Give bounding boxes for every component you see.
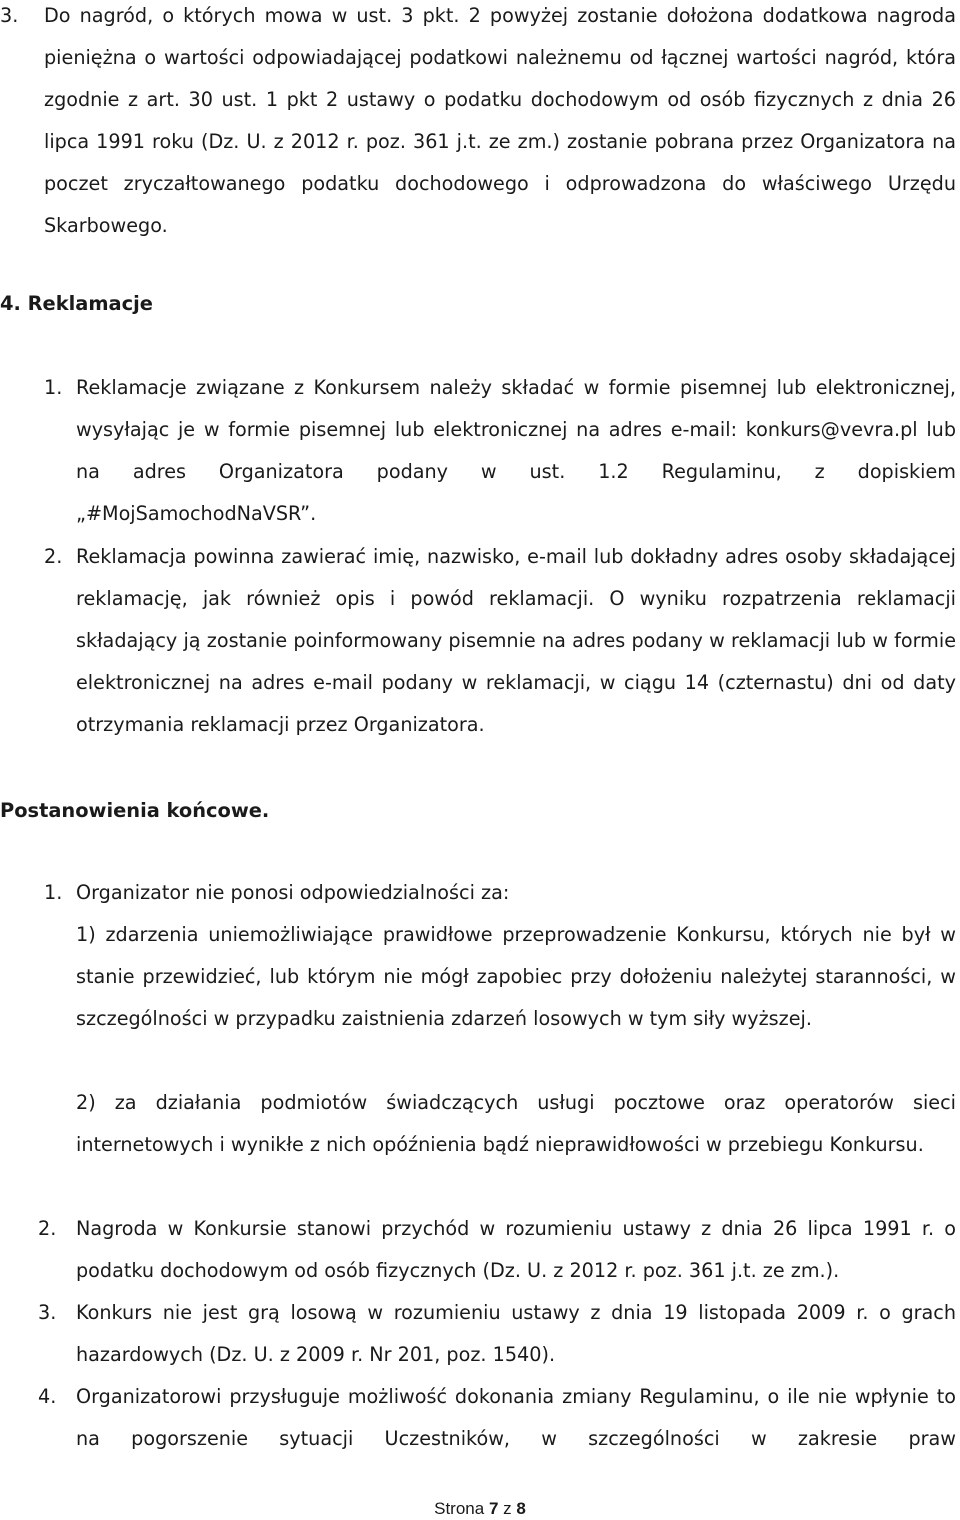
item-number: 1.: [44, 376, 63, 399]
item-number: 2.: [38, 1217, 57, 1240]
paragraph-prize-income: Nagroda w Konkursie stanowi przychód w rozumieniu ustawy z dnia 26 lipca 1991 r. o podatku dochodowym od osób fizycznych (Dz. U. z 2012 r. poz. 361 j.t. ze zm.).: [76, 1217, 956, 1282]
item-number: 3.: [0, 4, 19, 27]
paragraph-prize-tax: Do nagród, o których mowa w ust. 3 pkt. 2 powyżej zostanie dołożona dodatkowa nagroda pieniężna o wartości odpowiadającej podatkowi należnemu od łącznej wartości nagród, która zgodnie z art. 30 ust. 1 pkt 2 ustawy o podatku dochodowym od osób fizycznych z dnia 26 lipca 1991 roku (Dz. U. z 2012 r. poz. 361 j.t. ze zm.) zostanie pobrana przez Organizatora na poczet zryczałtowanego podatku dochodowego i odprowadzona do właściwego Urzędu Skarbowego.: [44, 4, 956, 237]
paragraph-liability-intro: Organizator nie ponosi odpowiedzialności za:: [76, 881, 510, 904]
paragraph-not-gambling: Konkurs nie jest grą losową w rozumieniu ustawy z dnia 19 listopada 2009 r. o grach hazardowych (Dz. U. z 2009 r. Nr 201, poz. 1540).: [76, 1301, 956, 1366]
paragraph-liability-sub1: 1) zdarzenia uniemożliwiające prawidłowe przeprowadzenie Konkursu, których nie był w stanie przewidzieć, lub którym nie mógł zapobiec przy dołożeniu należytej staranności, w szczególności w przypadku zaistnienia zdarzeń losowych w tym siły wyższej.: [76, 923, 956, 1030]
item-number: 1.: [44, 881, 63, 904]
paragraph-regulamin-change: Organizatorowi przysługuje możliwość dokonania zmiany Regulaminu, o ile nie wpłynie to na pogorszenie sytuacji Uczestników, w szczególności w zakresie praw: [76, 1385, 956, 1450]
paragraph-reklamacje-1: Reklamacje związane z Konkursem należy składać w formie pisemnej lub elektronicznej, wysyłając je w formie pisemnej lub elektronicznej na adres e-mail: konkurs@vevra.pl lub na adres Organizatora podany w ust. 1.2 Regulaminu, z dopiskiem „#MojSamochodNaVSR”.: [76, 376, 956, 525]
footer-separator: z: [503, 1499, 512, 1518]
item-number: 2.: [44, 545, 63, 568]
heading-reklamacje: 4. Reklamacje: [0, 292, 153, 315]
paragraph-liability-sub2: 2) za działania podmiotów świadczących usługi pocztowe oraz operatorów sieci internetowych i wynikłe z nich opóźnienia bądź nieprawidłowości w przebiegu Konkursu.: [76, 1091, 956, 1156]
footer-page-number: 7: [488, 1499, 499, 1518]
footer-page-total: 8: [516, 1499, 526, 1518]
paragraph-reklamacje-2: Reklamacja powinna zawierać imię, nazwisko, e-mail lub dokładny adres osoby składającej reklamację, jak również opis i powód reklamacji. O wyniku rozpatrzenia reklamacji składający ją zostanie poinformowany pisemnie na adres podany w reklamacji lub w formie elektronicznej na adres e-mail podany w reklamacji, w ciągu 14 (czternastu) dni od daty otrzymania reklamacji przez Organizatora.: [76, 545, 956, 736]
footer-prefix: Strona: [434, 1499, 485, 1518]
heading-postanowienia: Postanowienia końcowe.: [0, 799, 270, 822]
item-number: 4.: [38, 1385, 57, 1408]
item-number: 3.: [38, 1301, 57, 1324]
page-footer: [0, 1498, 960, 1520]
